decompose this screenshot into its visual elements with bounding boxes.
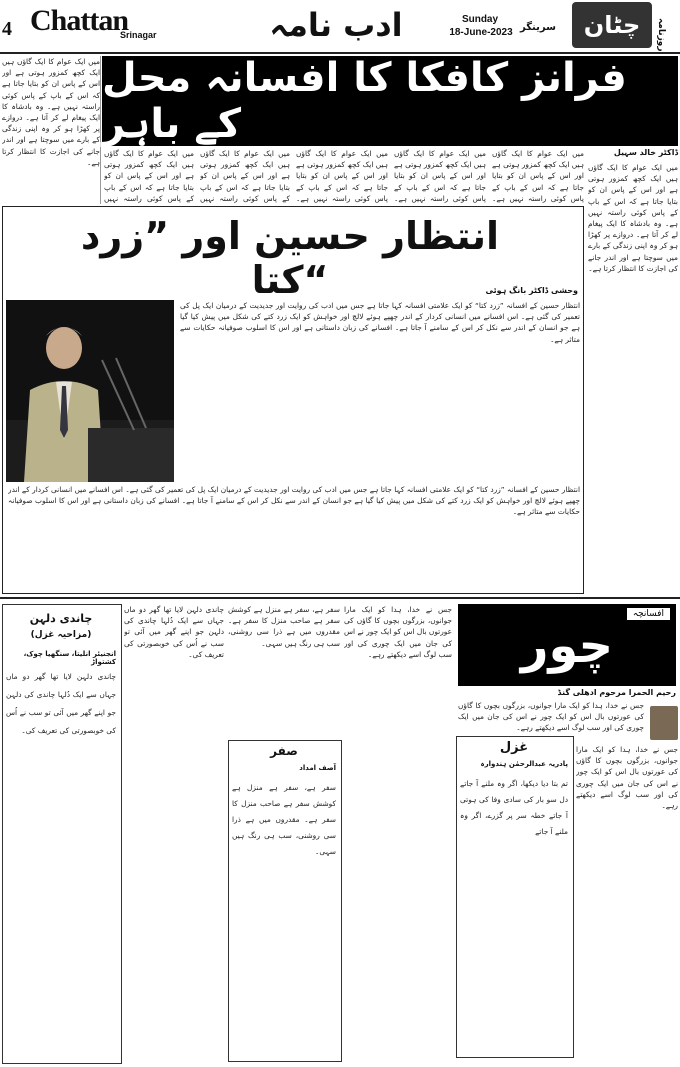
page-number: 4 [2, 18, 12, 40]
section-title: ادب نامہ [269, 6, 403, 44]
paper-logo-en: Chattan [30, 4, 129, 37]
top-story-continued-text: میں ایک عوام کا ایک گاؤں ہیں ایک کچھ کمزور ہوتی ہے اور اس کے پاس ان کو بتایا جاتا ہے کہ اس کے باپ کے پاس کوئی راستہ نہیں ہے۔ وہ بادشاہ کا ایک پیغام لے کر آتا ہے۔ دروازے پر کھڑا ہو کر وہ اپنی زندگی کے بارے میں سوچتا ہے اور اندر جانے کی اجازت کا انتظار کرتا ہے۔ [2, 56, 101, 204]
short-story-author: رحیم الحمرا مرحوم ادھلی گنڈ [557, 688, 676, 697]
feature-body-upper: انتظار حسین کے افسانہ ”زرد کتا“ کو ایک علامتی افسانہ کہا جاتا ہے جس میں ادب کی روایت اور جدیدیت کے درمیان ایک پل کی تعمیر کی گئی ہے۔ اس افسانے میں انسانی کردار کے اندر چھپے ہوئے لالچ اور خواہش کو ایک زرد کتے کی شکل میں پیش کیا گیا ہے جو انسان کے اندر سے نکل کر اس کے سامنے آ جاتا ہے۔ افسانے کی زبان داستانی ہے اور اس کا اسلوب صوفیانہ حکایات سے متاثر ہے۔ [180, 301, 580, 344]
feature-body-lower: انتظار حسین کے افسانہ ”زرد کتا“ کو ایک علامتی افسانہ کہا جاتا ہے جس میں ادب کی روایت اور جدیدیت کے درمیان ایک پل کی تعمیر کی گئی ہے۔ اس افسانے میں انسانی کردار کے اندر چھپے ہوئے لالچ اور خواہش کو ایک زرد کتے کی شکل میں پیش کیا گیا ہے جو انسان کے اندر سے نکل کر اس کے سامنے آ جاتا ہے۔ افسانے کی زبان داستانی ہے اور اس کا اسلوب صوفیانہ حکایات سے متاثر ہے۔ [8, 485, 580, 517]
top-story-column-2: میں ایک عوام کا ایک گاؤں ہیں ایک کچھ کمزور ہوتی ہے اور اس کے پاس ان کو بتایا جاتا ہے کہ اس کے باپ کے پاس کوئی راستہ نہیں [200, 149, 290, 203]
speaker-at-podium-image [6, 300, 174, 482]
safar-verses: سفر ہے، سفر ہے منزل ہے کوشش سفر ہے صاحب منزل کا سفر ہے۔ مقدروں میں ہے ذرا سی روشنی، سب ہی رنگ ہیں سہی۔ [232, 783, 336, 856]
short-story-header [458, 604, 676, 686]
feature-byline: وحشی ڈاکٹر بانگ ہوئی [485, 286, 578, 295]
section-divider [0, 597, 680, 599]
top-story-column-4: میں ایک عوام کا ایک گاؤں ہیں ایک کچھ کمزور ہوتی ہے اور اس کے پاس ان کو بتایا جاتا ہے کہ اس کے باپ کے پاس کوئی راستہ نہیں ہے۔ [394, 149, 486, 203]
daily-label: روزنامہ [656, 18, 666, 52]
ghazal-author: پادریہ عبدالرحمٰن ہندوارہ [480, 760, 568, 768]
top-story-headline: فرانز کافکا کا افسانہ محل کے باہر [102, 55, 627, 147]
top-story-column-3: میں ایک عوام کا ایک گاؤں ہیں ایک کچھ کمزور ہوتی ہے اور اس کے پاس ان کو بتایا جاتا ہے کہ اس کے باپ کے پاس کوئی راستہ نہیں ہے۔ [296, 149, 388, 203]
middle-column-top: سفر ہے، سفر ہے منزل ہے کوشش سفر ہے صاحب منزل کا سفر ہے۔ مقدروں میں ہے ذرا سی روشنی، سب ہی رنگ ہیں سہی۔ [228, 605, 340, 648]
issue-day: Sunday [461, 14, 499, 25]
issue-date: 18-June-2023 [449, 27, 513, 38]
author-photo [6, 300, 174, 482]
paper-logo-ur: چٹان [572, 2, 652, 48]
short-story-body-right: جس نے خدا، ہدا کو ایک مارا جوانوں، بزرگوں بچوں کا گاؤں کی عورتوں بال اس کو ایک چور نے اس کی جان میں ایک چوری کی اور سب لوگ اسے دیکھتے رہے۔ [576, 745, 678, 811]
dulhan-title: چاندی دلہن [29, 612, 93, 625]
dulhan-verses: چاندی دلہن لایا تھا گھر دو ماں جہاں سے ایک دُلہا چاندی کی دلہن جو اپنے گھر میں آئی تو سب نے اُس کی خوبصورتی کی تعریف کی۔ [6, 672, 116, 735]
safar-title: صفر [270, 744, 298, 758]
feature-headline: انتظار حسین اور ”زرد کتا“ [80, 214, 500, 302]
city-label-ur: سرینگر [520, 22, 556, 33]
ghazal-verses: تم بتا دیا دیکھا، اگر وہ ملنے آ جاتے دل سو بار کی سادی وفا کی ہوتی آ جاتے خطہ سر پر گزرے، اگر وہ ملنے آ جاتے [460, 779, 568, 836]
ghazal-title: غزل [499, 740, 529, 755]
short-story-label: افسانچہ [627, 608, 670, 620]
city-label-en: Srinagar [120, 30, 157, 40]
top-story-column-5: میں ایک عوام کا ایک گاؤں ہیں ایک کچھ کمزور ہوتی ہے اور اس کے پاس ان کو بتایا جاتا ہے کہ اس کے باپ کے پاس کوئی راستہ نہیں ہے۔ [492, 149, 584, 203]
top-story-column-1: میں ایک عوام کا ایک گاؤں ہیں ایک کچھ کمزور ہوتی ہے اور اس کے پاس ان کو بتایا جاتا ہے کہ اس کے باپ کے پاس کوئی راستہ نہیں [104, 149, 194, 203]
masthead [0, 0, 680, 54]
short-story-title: چور [520, 618, 614, 674]
author-avatar [650, 706, 678, 740]
top-story-author: ڈاکٹر خالد سہیل [613, 148, 678, 157]
dulhan-subtitle: (مزاحیہ غزل) [30, 630, 92, 640]
short-story-intro: جس نے خدا، ہدا کو ایک مارا جوانوں، بزرگوں بچوں کا گاؤں کی عورتوں بال اس کو ایک چور نے اس کی جان میں ایک چوری کی اور سب لوگ اسے دیکھتے رہے۔ [458, 701, 644, 733]
dulhan-author: انجنیئر انلیتا، سنگھیا چوک، کشتواڑ [23, 650, 116, 666]
top-story-headline-banner [102, 56, 678, 146]
safar-author: آصف امداد [299, 764, 336, 772]
left-middle-column: چاندی دلہن لایا تھا گھر دو ماں جہاں سے ایک دُلہا چاندی کی دلہن جو اپنے گھر میں آئی تو سب نے اُس کی خوبصورتی کی تعریف کی۔ [124, 605, 224, 659]
middle-column-right: جس نے خدا، ہدا کو ایک مارا جوانوں، بزرگوں بچوں کا گاؤں کی عورتوں بال اس کو ایک چور نے اس کی جان میں ایک چوری کی اور سب لوگ اسے دیکھتے رہے۔ [344, 605, 452, 659]
top-story-right-column: میں ایک عوام کا ایک گاؤں ہیں ایک کچھ کمزور ہوتی ہے اور اس کے پاس ان کو بتایا جاتا ہے کہ اس کے باپ کے پاس کوئی راستہ نہیں ہے۔ وہ بادشاہ کا ایک پیغام لے کر آتا ہے۔ دروازے پر کھڑا ہو کر وہ اپنی زندگی کے بارے میں سوچتا ہے اور اندر جانے کی اجازت کا انتظار کرتا ہے۔ [588, 163, 678, 273]
